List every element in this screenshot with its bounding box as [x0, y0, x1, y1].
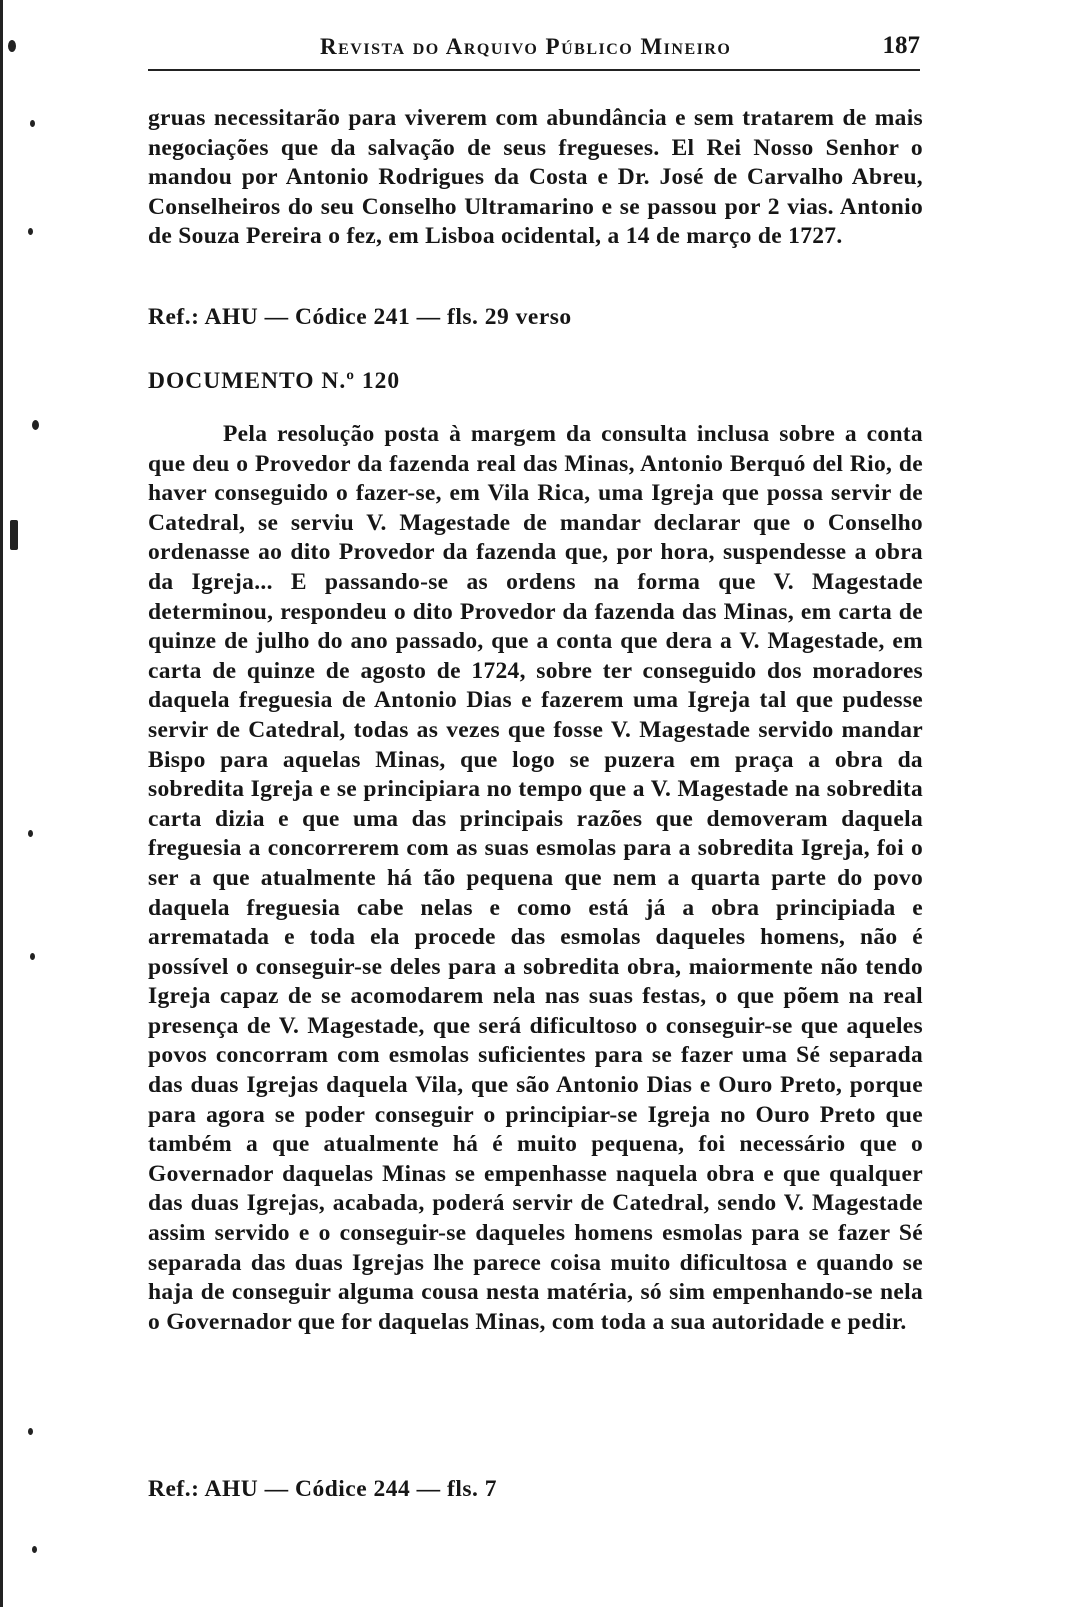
page-number: 187 [882, 32, 920, 59]
continuation-paragraph: gruas necessitarão para viverem com abundância e sem tratarem de mais negociações que da salvação de seus fregueses. El Rei Nosso Senhor o mandou por Antonio Rodrigues da Costa e Dr. José de Carvalho Abreu, Conselheiros do seu Conselho Ultramarino e se passou por 2 vias. Antonio de Souza Pereira o fez, em Lisboa ocidental, a 14 de março de 1727. [148, 105, 923, 250]
page-header [148, 30, 920, 70]
scan-speck [32, 420, 39, 430]
reference-line: Ref.: AHU — Códice 241 — fls. 29 verso [148, 304, 572, 330]
scan-speck [28, 830, 33, 837]
scan-speck [10, 520, 18, 550]
running-head: Revista do Arquivo Público Mineiro [320, 34, 732, 59]
scan-speck [30, 120, 35, 127]
reference-line: Ref.: AHU — Códice 244 — fls. 7 [148, 1476, 498, 1502]
scan-speck [32, 1546, 37, 1553]
header-rule [148, 69, 920, 71]
document-heading: DOCUMENTO N.º 120 [148, 368, 401, 394]
scan-speck [28, 1428, 33, 1435]
document-body: Pela resolução posta à margem da consulta inclusa sobre a conta que deu o Provedor da fazenda real das Minas, Antonio Berquó del Rio, de haver conseguido o fazer-se, em Vila Rica, uma Igreja que possa servir de Catedral, se serviu V. Magestade de mandar declarar que o Conselho ordenasse ao dito Provedor da fazenda que, por hora, suspendesse a obra da Igreja... E passando-se as ordens na forma que V. Magestade determinou, respondeu o dito Provedor da fazenda das Minas, em carta de quinze de julho do ano passado, que a conta que dera a V. Magestade, em carta de quinze de agosto de 1724, sobre ter conseguido dos moradores daquela freguesia de Antonio Dias e fazerem uma Igreja tal que pudesse servir de Catedral, todas as vezes que fosse V. Magestade servido mandar Bispo para aquelas Minas, que logo se puzera em praça a obra da sobredita Igreja e se principiara no tempo que a V. Magestade na sobredita carta dizia e que uma das principais razões que demoveram daquela freguesia a concorrerem com as suas esmolas para a sobredita Igreja, foi o ser a que atualmente há tão pequena que nem a quarta parte do povo daquela freguesia cabe nelas e como está já a obra principiada e arrematada e toda ela procede das esmolas daqueles homens, não é possível o conseguir-se deles para a sobredita obra, maiormente não tendo Igreja capaz de se acomodarem nela nas suas festas, o que põem na real presença de V. Magestade, que será dificultoso o conseguir-se que aqueles povos concorram com esmolas suficientes para se fazer uma Sé separada das duas Igrejas daquela Vila, que são Antonio Dias e Ouro Preto, porque para agora se poder conseguir o principiar-se Igreja no Ouro Preto que também a que atualmente há é muito pequena, foi necessário que o Governador daquelas Minas se empenhasse naquela obra e que qualquer das duas Igrejas, acabada, poderá servir de Catedral, sendo V. Magestade assim servido e o conseguir-se daqueles homens esmolas para se fazer Sé separada das duas Igrejas lhe parece coisa muito dificultosa e quando se haja de conseguir alguma cousa nesta matéria, só sim empenhando-se nela o Governador que for daquelas Minas, com toda a sua autoridade e pedir. [148, 421, 923, 1335]
scan-margin-edge [0, 0, 3, 1607]
scan-speck [30, 953, 35, 960]
scan-speck [28, 228, 33, 235]
scan-speck [8, 40, 16, 52]
